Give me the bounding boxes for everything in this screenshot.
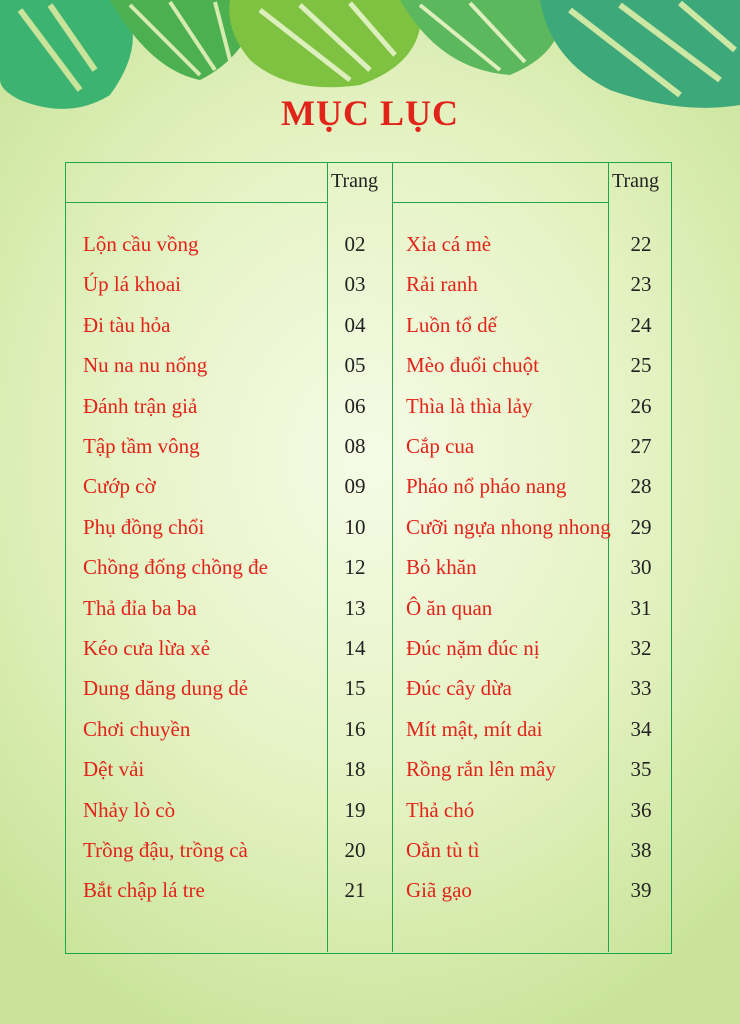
- toc-entry-page: 36: [630, 798, 652, 822]
- toc-entry-page: 09: [344, 474, 366, 498]
- toc-entry-page: 33: [630, 676, 652, 700]
- toc-entry-page: 23: [630, 272, 652, 296]
- toc-entry-page: 30: [630, 555, 652, 579]
- monstera-leaf-icon: [229, 0, 421, 87]
- toc-entry-title: Chơi chuyền: [83, 717, 191, 741]
- toc-entry-page: 27: [630, 434, 652, 458]
- toc-entry-title: Kéo cưa lừa xẻ: [83, 636, 211, 660]
- toc-entry-title: Tập tầm vông: [83, 434, 200, 458]
- toc-entry-title: Mít mật, mít dai: [406, 717, 543, 741]
- toc-entry-title: Nu na nu nống: [83, 353, 208, 377]
- page-header-left: Trang: [331, 170, 379, 192]
- toc-entry-title: Ô ăn quan: [406, 596, 493, 620]
- toc-entry-page: 19: [344, 798, 366, 822]
- column-divider: [608, 162, 609, 952]
- toc-entry-page: 22: [630, 232, 652, 256]
- header-rule: [65, 202, 327, 203]
- toc-entry-page: 25: [630, 353, 652, 377]
- toc-entry-title: Rồng rắn lên mây: [406, 757, 556, 781]
- toc-entry-page: 39: [630, 878, 652, 902]
- toc-entry-page: 06: [344, 394, 366, 418]
- toc-entry-title: Bắt chập lá tre: [83, 878, 205, 902]
- toc-entry-page: 14: [344, 636, 366, 660]
- toc-entry-title: Mèo đuổi chuột: [406, 353, 539, 377]
- toc-entry-page: 12: [344, 555, 366, 579]
- toc-entry-title: Lộn cầu vồng: [83, 232, 199, 256]
- toc-entry-title: Thìa là thìa lảy: [406, 394, 533, 418]
- toc-entry-title: Đúc nặm đúc nị: [406, 636, 540, 660]
- toc-entry-title: Úp lá khoai: [83, 272, 181, 296]
- toc-entry-title: Cưỡi ngựa nhong nhong: [406, 515, 611, 539]
- toc-entry-title: Thả đỉa ba ba: [83, 596, 197, 620]
- page-title: MỤC LỤC: [281, 93, 459, 133]
- toc-entry-page: 31: [630, 596, 652, 620]
- toc-entry-page: 10: [344, 515, 366, 539]
- toc-entry-page: 20: [344, 838, 366, 862]
- palm-leaf-icon: [400, 0, 561, 75]
- toc-entry-title: Chồng đống chồng đe: [83, 555, 268, 579]
- toc-entry-page: 05: [344, 353, 366, 377]
- toc-entry-page: 16: [344, 717, 366, 741]
- toc-entry-page: 26: [630, 394, 652, 418]
- toc-entry-title: Phụ đồng chổi: [83, 515, 205, 539]
- toc-entry-page: 32: [630, 636, 652, 660]
- toc-entry-page: 34: [630, 717, 652, 741]
- toc-entry-page: 15: [344, 676, 366, 700]
- toc-entry-page: 29: [630, 515, 652, 539]
- toc-entry-title: Giã gạo: [406, 878, 472, 902]
- toc-entry-title: Luồn tổ dế: [406, 313, 497, 337]
- toc-entry-title: Dung dăng dung dẻ: [83, 676, 249, 700]
- page-header-right: Trang: [612, 170, 660, 192]
- toc-entry-page: 03: [344, 272, 366, 296]
- toc-entry-page: 18: [344, 757, 366, 781]
- toc-entry-page: 21: [344, 878, 366, 902]
- toc-entry-page: 24: [630, 313, 652, 337]
- toc-entry-page: 08: [344, 434, 366, 458]
- toc-entry-page: 02: [344, 232, 366, 256]
- toc-entry-title: Đúc cây dừa: [406, 676, 512, 700]
- toc-entry-title: Dệt vải: [83, 757, 145, 781]
- toc-entry-title: Bỏ khăn: [406, 555, 477, 579]
- toc-entry-title: Pháo nổ pháo nang: [406, 474, 567, 498]
- toc-entry-title: Đi tàu hỏa: [83, 313, 171, 337]
- toc-entry-title: Oẳn tù tì: [406, 838, 480, 862]
- header-rule: [392, 202, 608, 203]
- toc-entry-title: Cắp cua: [406, 434, 475, 458]
- column-divider: [392, 162, 393, 952]
- toc-entry-page: 35: [630, 757, 652, 781]
- toc-entry-title: Trồng đậu, trồng cà: [83, 838, 248, 862]
- toc-entry-page: 38: [630, 838, 652, 862]
- toc-entry-title: Đánh trận giả: [83, 394, 198, 418]
- toc-entry-page: 04: [344, 313, 366, 337]
- toc-entry-title: Rải ranh: [406, 272, 478, 296]
- toc-entry-title: Xỉa cá mè: [406, 232, 492, 256]
- toc-entry-page: 13: [344, 596, 366, 620]
- toc-entry-title: Thả chó: [406, 798, 475, 822]
- toc-entry-page: 28: [630, 474, 652, 498]
- toc-entry-title: Nhảy lò cò: [83, 798, 176, 822]
- table-of-contents: [65, 162, 672, 954]
- toc-entry-title: Cướp cờ: [83, 474, 156, 498]
